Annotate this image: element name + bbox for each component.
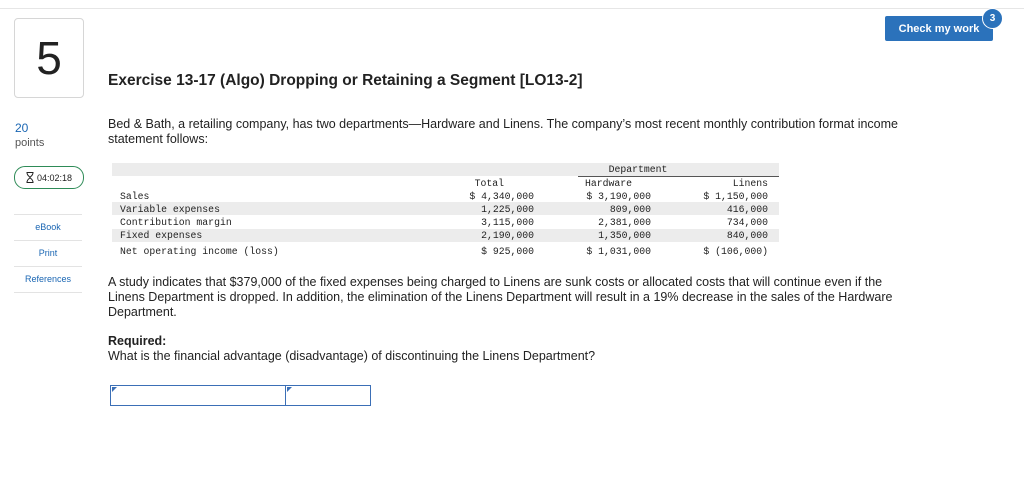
department-header: Department [608, 164, 668, 175]
exercise-title: Exercise 13-17 (Algo) Dropping or Retaining a Segment [LO13-2] [108, 72, 583, 89]
points-value: 20 [15, 121, 29, 135]
required-question: What is the financial advantage (disadvantage) of discontinuing the Linens Department? [108, 349, 596, 363]
cell-total: 3,115,000 [481, 217, 534, 228]
question-number: 5 [14, 18, 84, 98]
timer-value: 04:02:18 [36, 172, 73, 183]
cell-linens: 416,000 [726, 204, 768, 215]
row-label: Net operating income (loss) [120, 246, 279, 257]
cell-hardware: 2,381,000 [598, 217, 651, 228]
cell-hardware: 809,000 [609, 204, 651, 215]
cell-hardware: 1,350,000 [598, 230, 651, 241]
row-label: Contribution margin [120, 217, 232, 228]
cell-hardware: $ 3,190,000 [586, 191, 651, 202]
row-label: Fixed expenses [120, 230, 203, 241]
timer [14, 166, 84, 189]
row-label: Sales [120, 191, 150, 202]
attempts-badge: 3 [982, 8, 1003, 29]
answer-amount-input[interactable] [286, 386, 370, 405]
check-my-work-button[interactable]: Check my work [885, 16, 993, 41]
income-statement [112, 163, 779, 261]
ebook-link[interactable]: eBook [14, 214, 82, 241]
references-link[interactable]: References [14, 267, 82, 293]
points-block [15, 121, 44, 151]
cell-total: 1,225,000 [481, 204, 534, 215]
exercise-intro: Bed & Bath, a retailing company, has two departments—Hardware and Linens. The company’s most recent monthly contribution format income statement follows: [108, 117, 898, 146]
cell-total: $ 925,000 [481, 246, 534, 257]
row-label: Variable expenses [120, 204, 220, 215]
study-paragraph: A study indicates that $379,000 of the fixed expenses being charged to Linens are sunk costs or allocated costs that will continue even if the Linens Department is dropped. In addition, the elimination of the Linens Department will result in a 19% decrease in the sales of the Hardware Department. [108, 275, 893, 319]
answer-table [110, 385, 371, 406]
cell-marker-icon [287, 387, 292, 392]
column-header-total: Total [474, 178, 504, 189]
cell-linens: $ (106,000) [703, 246, 768, 257]
top-divider [0, 8, 1024, 9]
print-link[interactable]: Print [14, 241, 82, 267]
cell-linens: 840,000 [726, 230, 768, 241]
hourglass-icon [26, 172, 34, 183]
required-section [108, 334, 595, 364]
cell-total: 2,190,000 [481, 230, 534, 241]
resource-links [14, 214, 82, 293]
column-header-hardware: Hardware [584, 178, 632, 189]
required-label: Required: [108, 334, 167, 348]
cell-total: $ 4,340,000 [469, 191, 534, 202]
cell-hardware: $ 1,031,000 [586, 246, 651, 257]
column-header-linens: Linens [732, 178, 768, 189]
points-label: points [15, 137, 45, 149]
cell-linens: $ 1,150,000 [703, 191, 768, 202]
cell-marker-icon [112, 387, 117, 392]
cell-linens: 734,000 [726, 217, 768, 228]
department-underline [578, 176, 779, 177]
answer-label-input[interactable] [111, 386, 286, 405]
